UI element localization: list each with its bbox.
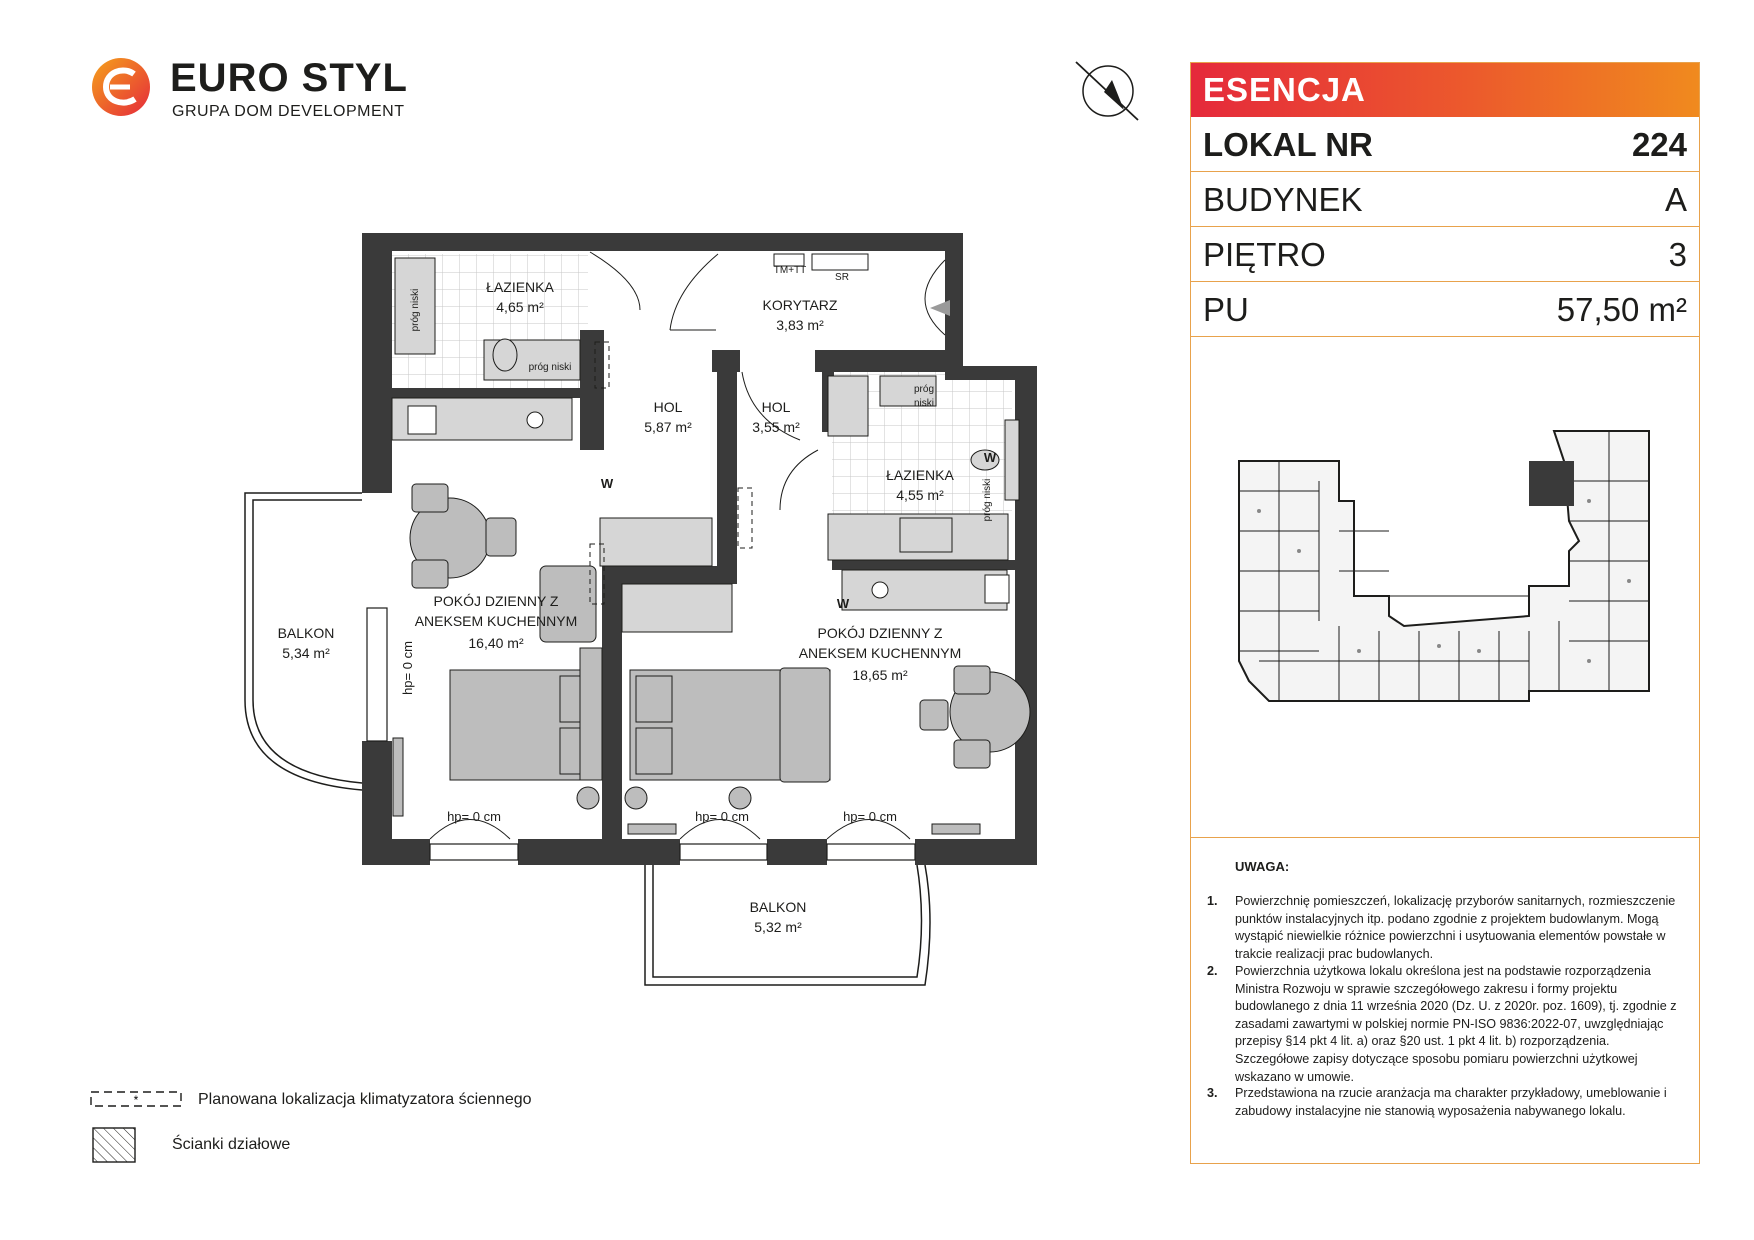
brand-name: EURO STYL [170, 56, 408, 100]
info-value: 57,50 m² [1556, 291, 1687, 328]
note-text: Powierzchnia użytkowa lokalu określona jest na podstawie rozporządzenia Ministra Rozwoju w sprawie szczegółowego zakresu i formy projektu budowlanego z dnia 11 września 2020 (Dz. U. z 2020r. poz. 1609), tj. zgodnie z zasadami zawartymi w polskiej normie PN-ISO 9836:2022-07, uwzględniając przepisy §14 pkt 4 lit. a) oraz §20 ust. 1 pkt 4 lit. b) rozporządzenia. Szczegółowe zapisy dotyczące sposobu pomiaru powierzchni użytkowej wskazano w umowie. [1235, 964, 1677, 1084]
room-name-living2-line1: POKÓJ DZIENNY Z [817, 625, 943, 641]
info-label: PIĘTRO [1203, 236, 1326, 273]
room-name-living2-line2: ANEKSEM KUCHENNYM [798, 645, 962, 661]
room-name-living1-line1: POKÓJ DZIENNY Z [433, 593, 559, 609]
room-area-bathroom1: 4,65 m² [496, 299, 544, 315]
hob-icon [527, 412, 543, 428]
room-area-hol1: 5,87 m² [644, 419, 692, 435]
info-label: LOKAL NR [1203, 126, 1373, 163]
sink-icon [985, 575, 1009, 603]
low-threshold-label: próg niski [528, 362, 572, 373]
project-name: ESENCJA [1203, 71, 1366, 108]
info-label: BUDYNEK [1203, 181, 1363, 218]
room-name-living1-line2: ANEKSEM KUCHENNYM [414, 613, 578, 629]
room-name-balcony1: BALKON [277, 625, 335, 641]
ac-symbol: * [133, 1093, 139, 1107]
note-text: Przedstawiona na rzucie aranżacja ma charakter przykładowy, umeblowanie i zabudowy instalacyjne nie stanowią wyposażenia nabywanego lokalu. [1235, 1086, 1667, 1118]
threshold-height-label: hp= 0 cm [695, 809, 749, 824]
room-area-bathroom2: 4,55 m² [896, 487, 944, 503]
sink-icon [408, 406, 436, 434]
meter-label: SR [835, 272, 849, 283]
brand-subtitle: GRUPA DOM DEVELOPMENT [172, 103, 405, 120]
threshold-height-label: hp= 0 cm [447, 809, 501, 824]
note-number: 3. [1207, 1086, 1218, 1100]
ac-legend-label: Planowana lokalizacja klimatyzatora ściennego [198, 1091, 532, 1108]
water-label: W [983, 450, 997, 465]
hob-icon [872, 582, 888, 598]
room-name-bathroom1: ŁAZIENKA [486, 279, 554, 295]
room-area-balcony1: 5,34 m² [282, 645, 330, 661]
threshold-height-label: hp= 0 cm [843, 809, 897, 824]
note-number: 2. [1207, 964, 1218, 978]
room-area-hol2: 3,55 m² [752, 419, 800, 435]
threshold-label: niski [913, 398, 935, 409]
note-text: Powierzchnię pomieszczeń, lokalizację przyborów sanitarnych, rozmieszczenie punktów instalacyjnych itp. podano zgodnie z projektem budowlanym. Mogą wystąpić niewielkie różnice powierzchni i usytuowania elementów powstałe w trakcie realizacji prac budowlanych. [1235, 894, 1676, 961]
note-number: 1. [1207, 894, 1218, 908]
room-area-living2: 18,65 m² [852, 667, 908, 683]
room-name-hol1: HOL [653, 399, 683, 415]
room-area-living1: 16,40 m² [468, 635, 524, 651]
water-label: W [836, 596, 850, 611]
room-area-corridor: 3,83 m² [776, 317, 824, 333]
partition-legend-label: Ścianki działowe [172, 1136, 291, 1153]
meter-label: TM+TT [773, 265, 807, 276]
water-label: W [600, 476, 614, 491]
room-name-bathroom2: ŁAZIENKA [886, 467, 954, 483]
low-threshold-label: próg niski [982, 478, 993, 522]
info-label: PU [1203, 291, 1249, 328]
info-value: A [1664, 181, 1687, 218]
threshold-label: próg [913, 384, 935, 395]
threshold-height-label: hp= 0 cm [400, 641, 415, 695]
room-name-balcony2: BALKON [749, 899, 807, 915]
info-value: 3 [1668, 236, 1687, 273]
low-threshold-label: próg niski [410, 288, 421, 332]
info-value: 224 [1631, 126, 1687, 163]
room-area-balcony2: 5,32 m² [754, 919, 802, 935]
room-name-corridor: KORYTARZ [762, 297, 838, 313]
notes-title: UWAGA: [1235, 859, 1290, 874]
room-name-hol2: HOL [761, 399, 791, 415]
